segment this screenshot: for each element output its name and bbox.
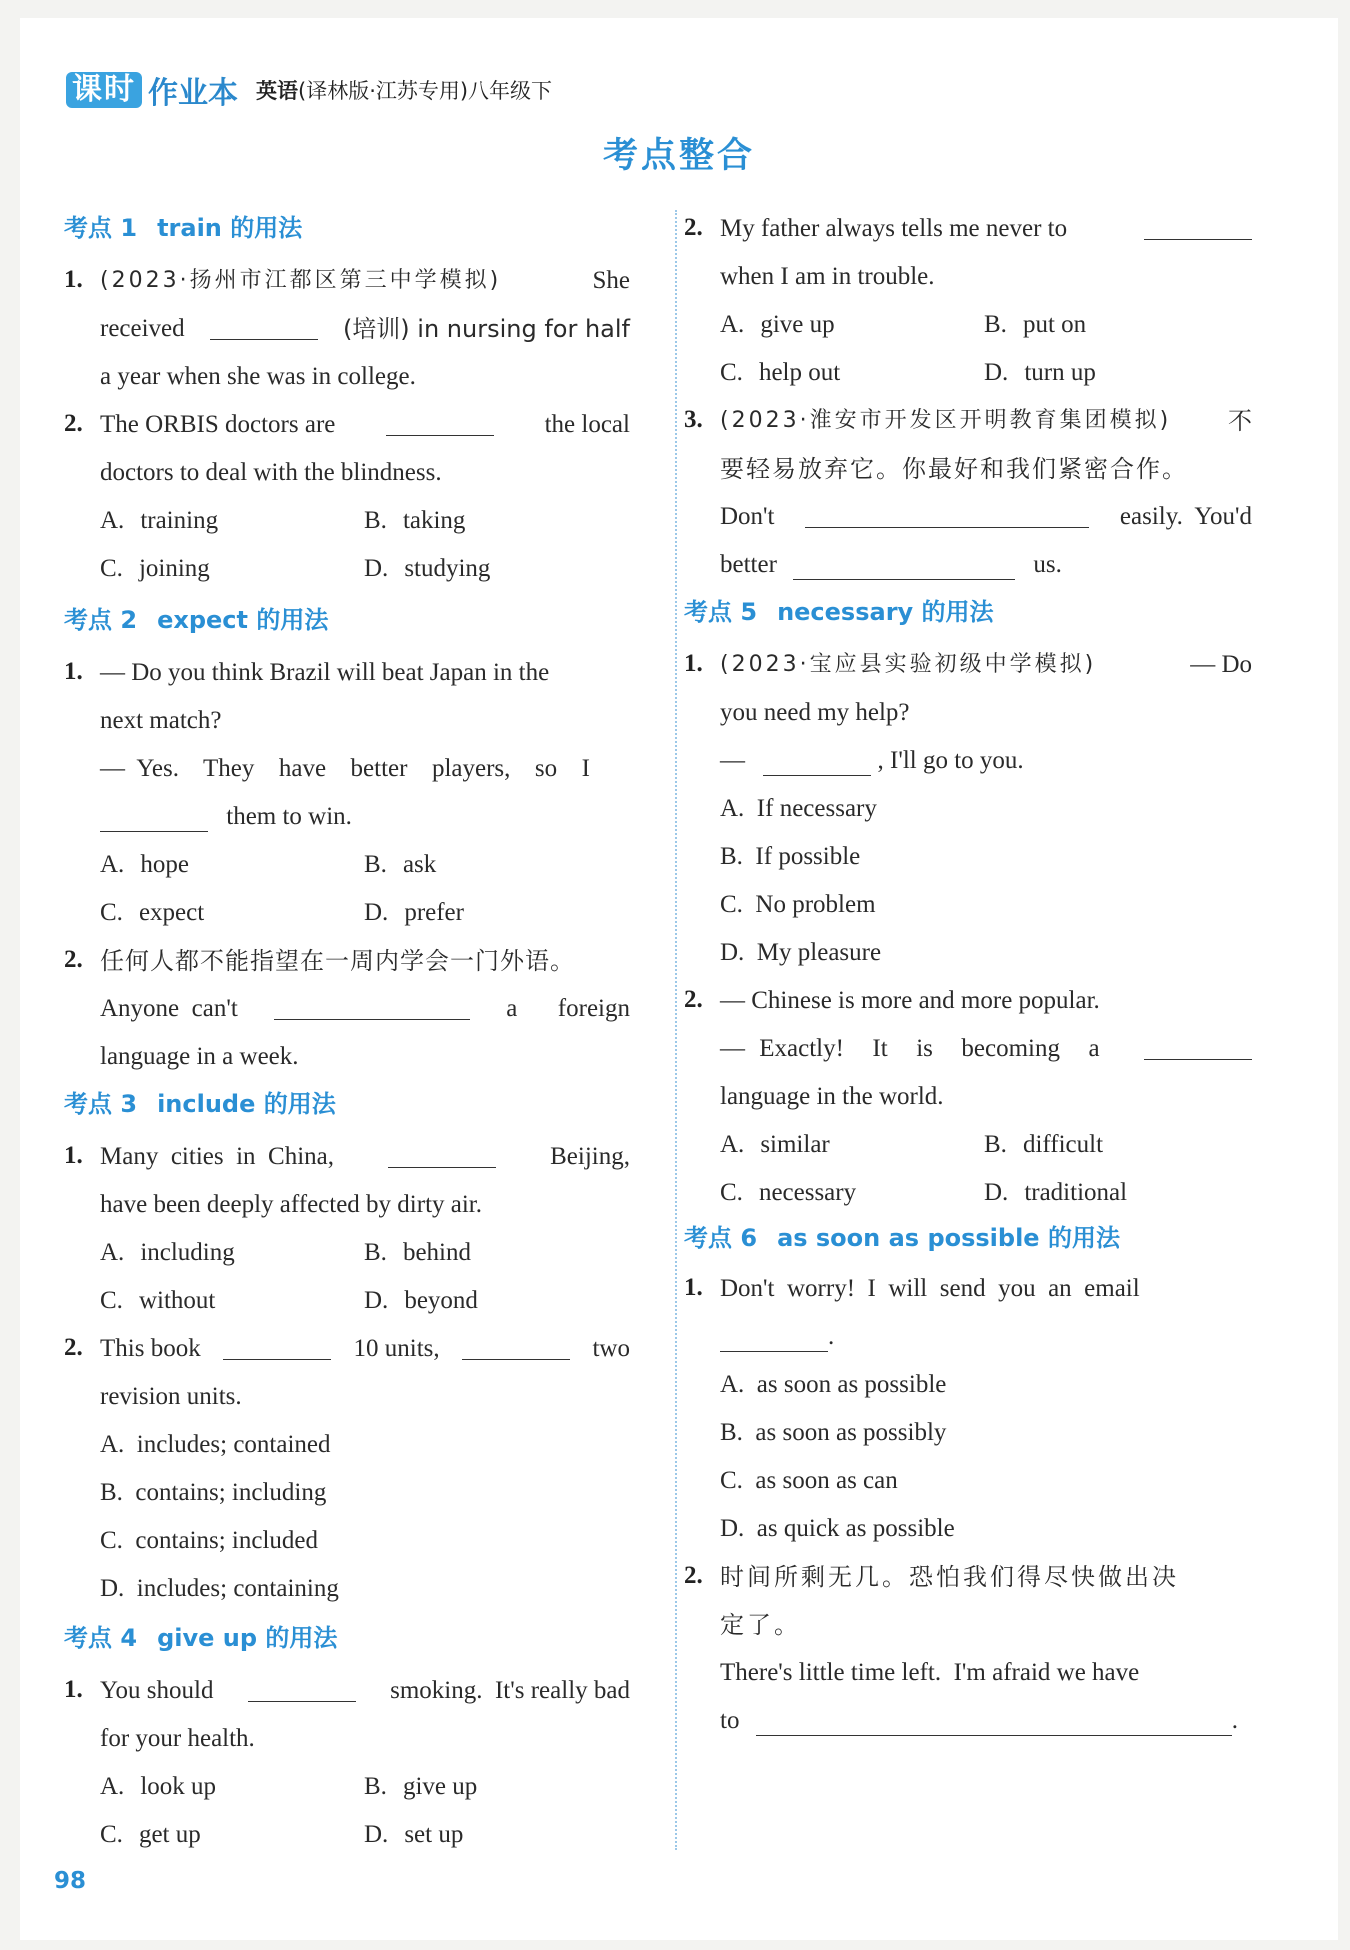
- question-text: She: [592, 267, 630, 294]
- column-divider: [675, 210, 677, 1850]
- question-text: Beijing,: [550, 1143, 630, 1170]
- question-text: received: [100, 315, 185, 342]
- question-number: 2.: [684, 986, 703, 1013]
- answer-blank[interactable]: [274, 994, 470, 1020]
- question-text: have been deeply affected by dirty air.: [100, 1191, 483, 1218]
- brand-subtitle: 作业本: [148, 76, 238, 111]
- question-number: 2.: [684, 214, 703, 241]
- option-d[interactable]: D. as quick as possible: [720, 1515, 955, 1542]
- question-chinese: 时间所剩无几。恐怕我们得尽快做出决: [720, 1563, 1179, 1591]
- book-title: [256, 75, 552, 105]
- question-text: Many cities in China,: [100, 1143, 334, 1170]
- question-number: 2.: [64, 946, 83, 973]
- option-c[interactable]: C. joining: [100, 555, 210, 582]
- option-a[interactable]: A. includes; contained: [100, 1431, 331, 1458]
- option-a[interactable]: A. similar: [720, 1131, 830, 1158]
- question-text: —: [720, 747, 745, 774]
- option-d[interactable]: D. set up: [364, 1821, 464, 1848]
- answer-blank[interactable]: [223, 1334, 331, 1360]
- section-tag: 考点 5: [684, 598, 758, 626]
- question-text: easily. You'd: [1119, 503, 1252, 530]
- option-a[interactable]: A. look up: [100, 1773, 217, 1800]
- question-chinese: 不: [1228, 407, 1252, 435]
- option-c[interactable]: C. help out: [720, 359, 841, 386]
- question-text: when I am in trouble.: [720, 263, 935, 290]
- question-number: 2.: [64, 1334, 83, 1361]
- question-text: the local: [544, 411, 630, 438]
- question-text: , I'll go to you.: [877, 747, 1024, 774]
- option-c[interactable]: C. necessary: [720, 1179, 857, 1206]
- question-number: 2.: [64, 410, 83, 437]
- question-text: a year when she was in college.: [100, 363, 416, 390]
- option-a[interactable]: A. If necessary: [720, 795, 877, 822]
- option-a[interactable]: A. including: [100, 1239, 235, 1266]
- option-c[interactable]: C. No problem: [720, 891, 876, 918]
- answer-blank[interactable]: [756, 1710, 1232, 1736]
- question-number: 1.: [64, 1142, 83, 1169]
- brand-logo: [66, 68, 238, 112]
- question-chinese: 定了。: [720, 1611, 801, 1639]
- answer-blank[interactable]: [720, 1326, 828, 1352]
- question-text: There's little time left. I'm afraid we have: [720, 1659, 1140, 1686]
- question-number: 2.: [684, 1562, 703, 1589]
- section-heading-include: [64, 1084, 336, 1119]
- answer-blank[interactable]: [763, 750, 871, 776]
- section-name: train 的用法: [157, 214, 303, 242]
- answer-blank[interactable]: [386, 410, 494, 436]
- option-d[interactable]: D. beyond: [364, 1287, 478, 1314]
- option-c[interactable]: C. as soon as can: [720, 1467, 898, 1494]
- question-source: (2023·淮安市开发区开明教育集团模拟): [720, 408, 1172, 433]
- section-tag: 考点 3: [64, 1090, 138, 1118]
- section-heading-train: [64, 208, 302, 243]
- question-text: smoking. It's really bad: [390, 1677, 630, 1704]
- question-text: two: [592, 1335, 630, 1362]
- option-c[interactable]: C. expect: [100, 899, 205, 926]
- answer-blank[interactable]: [1144, 214, 1252, 240]
- page-title: 考点整合: [602, 136, 755, 176]
- section-tag: 考点 4: [64, 1624, 138, 1652]
- option-b[interactable]: B. contains; including: [100, 1479, 327, 1506]
- question-text: you need my help?: [720, 699, 910, 726]
- option-d[interactable]: D. turn up: [984, 359, 1096, 386]
- question-chinese: 要轻易放弃它。你最好和我们紧密合作。: [720, 455, 1188, 483]
- question-source: (2023·宝应县实验初级中学模拟): [720, 652, 1097, 677]
- question-text: The ORBIS doctors are: [100, 411, 336, 438]
- question-text: doctors to deal with the blindness.: [100, 459, 442, 486]
- question-text: Don't: [720, 503, 775, 530]
- section-heading-expect: [64, 600, 328, 635]
- option-d[interactable]: D. prefer: [364, 899, 464, 926]
- answer-blank[interactable]: [793, 554, 1015, 580]
- question-text: to: [720, 1707, 740, 1734]
- question-text: — Do: [1190, 651, 1252, 678]
- section-name: necessary 的用法: [777, 598, 994, 626]
- question-number: 1.: [684, 1274, 703, 1301]
- option-a[interactable]: A. training: [100, 507, 219, 534]
- book-edition: (译林版·江苏专用)八年级下: [298, 79, 553, 103]
- section-name: give up 的用法: [157, 1624, 338, 1652]
- page-number: 98: [54, 1868, 87, 1894]
- option-d[interactable]: D. traditional: [984, 1179, 1128, 1206]
- section-tag: 考点 1: [64, 214, 138, 242]
- answer-blank[interactable]: [248, 1676, 356, 1702]
- question-text: them to win.: [226, 803, 352, 830]
- question-text: Anyone can't: [100, 995, 238, 1022]
- question-number: 1.: [64, 1676, 83, 1703]
- question-number: 1.: [64, 658, 83, 685]
- section-heading-necessary: [684, 592, 994, 627]
- option-c[interactable]: C. contains; included: [100, 1527, 319, 1554]
- question-text: 10 units,: [353, 1335, 440, 1362]
- option-c[interactable]: C. without: [100, 1287, 216, 1314]
- question-text: Don't worry! I will send you an email: [720, 1275, 1140, 1302]
- option-b[interactable]: B. give up: [364, 1773, 478, 1800]
- question-text: language in a week.: [100, 1043, 299, 1070]
- question-number: 1.: [64, 266, 83, 293]
- question-text: — Yes. They have better players, so I: [100, 755, 590, 782]
- option-a[interactable]: A. as soon as possible: [720, 1371, 947, 1398]
- question-source: (2023·扬州市江都区第三中学模拟): [100, 268, 502, 293]
- question-chinese: 任何人都不能指望在一周内学会一门外语。: [100, 947, 575, 975]
- option-b[interactable]: B. behind: [364, 1239, 471, 1266]
- question-text: next match?: [100, 707, 222, 734]
- answer-blank[interactable]: [388, 1142, 496, 1168]
- brand-mark: 课时: [66, 72, 142, 108]
- answer-blank[interactable]: [1144, 1034, 1252, 1060]
- question-text: us.: [1033, 551, 1062, 578]
- option-b[interactable]: B. difficult: [984, 1131, 1104, 1158]
- answer-blank[interactable]: [210, 314, 318, 340]
- option-a[interactable]: A. hope: [100, 851, 189, 878]
- section-tag: 考点 2: [64, 606, 138, 634]
- answer-blank[interactable]: [805, 502, 1089, 528]
- question-text: language in the world.: [720, 1083, 944, 1110]
- option-b[interactable]: B. ask: [364, 851, 437, 878]
- question-text: — Chinese is more and more popular.: [720, 987, 1100, 1014]
- option-b[interactable]: B. If possible: [720, 843, 861, 870]
- answer-blank[interactable]: [462, 1334, 570, 1360]
- question-text: .: [828, 1323, 835, 1350]
- option-d[interactable]: D. includes; containing: [100, 1575, 339, 1602]
- question-text: This book: [100, 1335, 201, 1362]
- section-name: expect 的用法: [157, 606, 329, 634]
- question-text: revision units.: [100, 1383, 242, 1410]
- question-text: better: [720, 551, 777, 578]
- question-number: 3.: [684, 406, 703, 433]
- section-name: as soon as possible 的用法: [777, 1224, 1120, 1252]
- question-text: (培训) in nursing for half: [342, 315, 630, 343]
- section-heading-give-up: [64, 1618, 337, 1653]
- question-text: My father always tells me never to: [720, 215, 1068, 242]
- option-d[interactable]: D. My pleasure: [720, 939, 882, 966]
- option-c[interactable]: C. get up: [100, 1821, 201, 1848]
- question-number: 1.: [684, 650, 703, 677]
- option-d[interactable]: D. studying: [364, 555, 491, 582]
- book-subject: 英语: [256, 79, 298, 103]
- question-text: — Do you think Brazil will beat Japan in the: [100, 659, 550, 686]
- workbook-page: [20, 18, 1338, 1940]
- answer-blank[interactable]: [100, 806, 208, 832]
- section-name: include 的用法: [157, 1090, 336, 1118]
- question-text: — Exactly! It is becoming a: [720, 1035, 1100, 1062]
- page-header: [66, 70, 552, 110]
- option-b[interactable]: B. taking: [364, 507, 466, 534]
- question-text: a foreign: [506, 995, 630, 1022]
- section-tag: 考点 6: [684, 1224, 758, 1252]
- option-b[interactable]: B. as soon as possibly: [720, 1419, 947, 1446]
- question-text: .: [1231, 1707, 1238, 1734]
- section-heading-as-soon-as-possible: [684, 1218, 1120, 1253]
- question-text: You should: [100, 1677, 214, 1704]
- question-text: for your health.: [100, 1725, 255, 1752]
- option-a[interactable]: A. give up: [720, 311, 835, 338]
- option-b[interactable]: B. put on: [984, 311, 1087, 338]
